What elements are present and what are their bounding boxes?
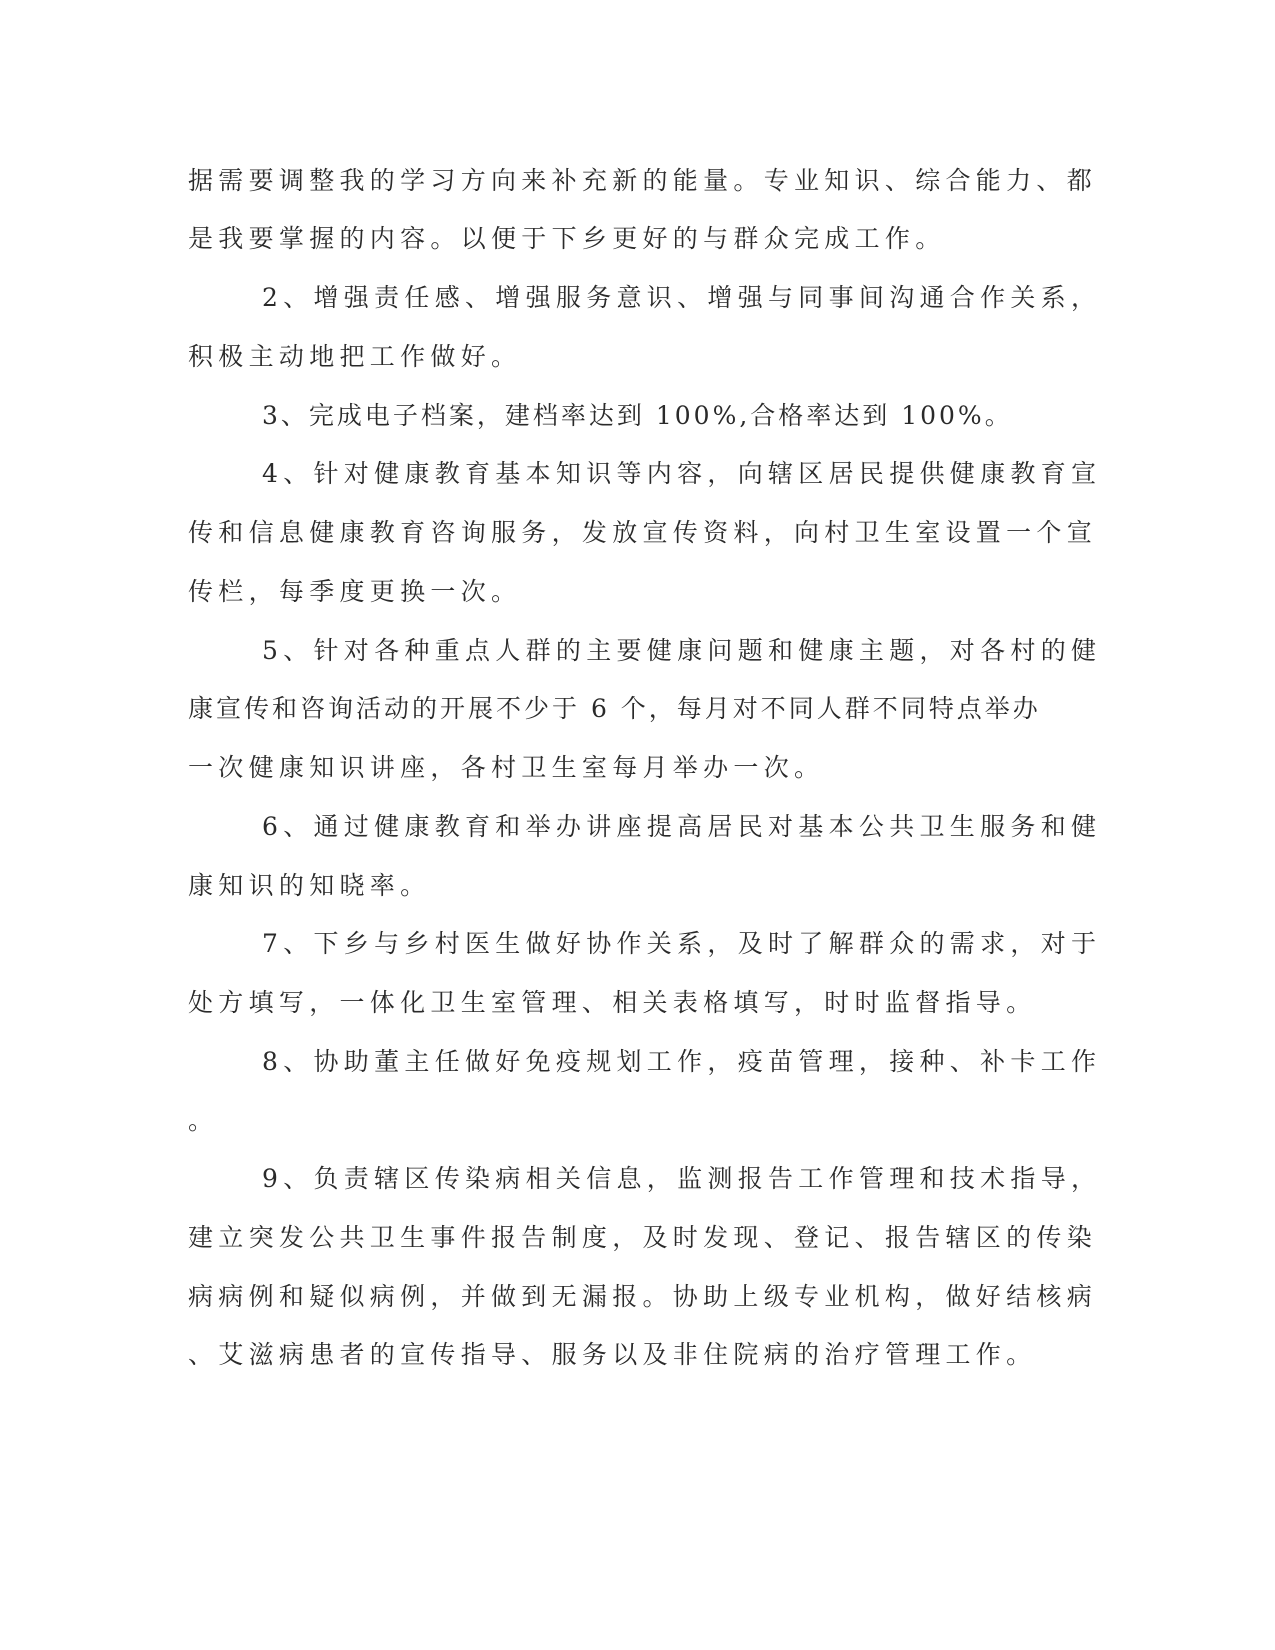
text-line: 一次健康知识讲座，各村卫生室每月举办一次。 [188,753,825,782]
text-line: 康宣传和咨询活动的开展不少于 6 个，每月对不同人群不同特点举办 [188,694,1041,723]
text-line: 9、负责辖区传染病相关信息，监测报告工作管理和技术指导， [262,1164,1102,1193]
text-line: 2、增强责任感、增强服务意识、增强与同事间沟通合作关系， [262,283,1102,312]
text-line: 传和信息健康教育咨询服务，发放宣传资料，向村卫生室设置一个宣 [188,518,1098,547]
text-line: 7、下乡与乡村医生做好协作关系，及时了解群众的需求，对于 [262,929,1102,958]
text-line: 3、完成电子档案，建档率达到 100%,合格率达到 100%。 [262,401,1013,430]
text-line: 4、针对健康教育基本知识等内容，向辖区居民提供健康教育宣 [262,459,1102,488]
text-line: 。 [188,1106,219,1135]
text-line: 处方填写，一体化卫生室管理、相关表格填写，时时监督指导。 [188,988,1037,1017]
text-line: 建立突发公共卫生事件报告制度，及时发现、登记、报告辖区的传染 [188,1223,1098,1252]
text-line: 、艾滋病患者的宣传指导、服务以及非住院病的治疗管理工作。 [188,1340,1037,1369]
text-line: 据需要调整我的学习方向来补充新的能量。专业知识、综合能力、都 [188,166,1098,195]
text-line: 积极主动地把工作做好。 [188,342,522,371]
text-line: 5、针对各种重点人群的主要健康问题和健康主题，对各村的健 [262,636,1102,665]
text-line: 8、协助董主任做好免疫规划工作，疫苗管理，接种、补卡工作 [262,1047,1102,1076]
text-line: 康知识的知晓率。 [188,871,431,900]
text-line: 6、通过健康教育和举办讲座提高居民对基本公共卫生服务和健 [262,812,1102,841]
text-line: 传栏，每季度更换一次。 [188,577,522,606]
text-line: 是我要掌握的内容。以便于下乡更好的与群众完成工作。 [188,224,946,253]
text-line: 病病例和疑似病例，并做到无漏报。协助上级专业机构，做好结核病 [188,1282,1098,1311]
